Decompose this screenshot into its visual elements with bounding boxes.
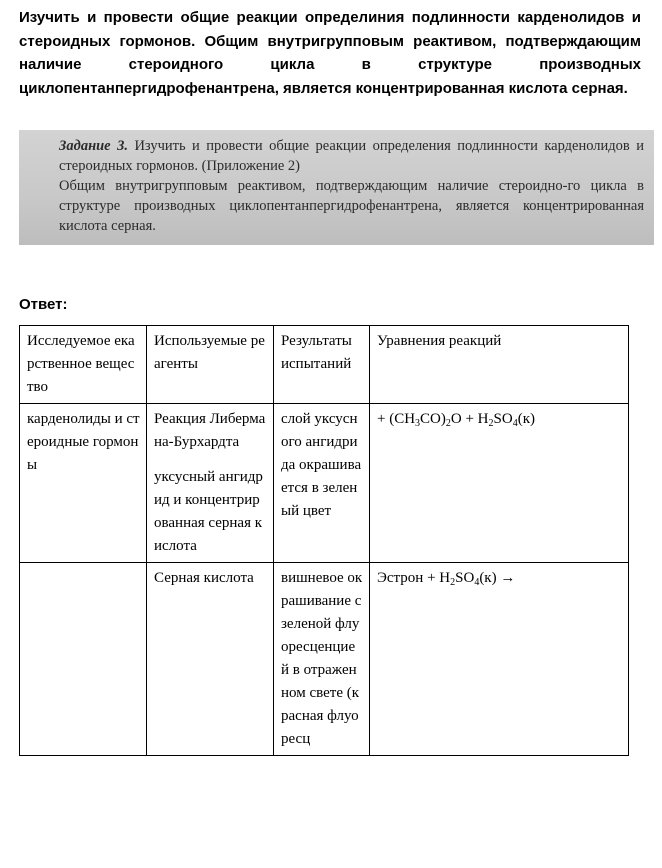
header-results: Результаты испытаний — [274, 326, 370, 404]
photo-line-1 — [59, 136, 644, 176]
photo-task-label: Задание 3. — [59, 138, 128, 154]
answer-table — [19, 325, 629, 756]
header-substance: Исследуемое екарственное вещество — [20, 326, 147, 404]
cell-reagents: Серная кислота — [147, 563, 274, 756]
reagents-text: уксусный ангидрид и концентрированная серная кислота — [154, 469, 263, 554]
table-row — [20, 563, 629, 756]
cell-reagents — [147, 404, 274, 563]
photo-task-text: Изучить и провести общие реакции определения подлинности карденолидов и стероидных гормонов. (Приложение 2) — [59, 138, 645, 174]
answer-label: Ответ: — [19, 296, 68, 313]
cell-equation: + $(CH_3CO)_2O + H_2SO_4(к)$ — [370, 404, 629, 563]
textbook-photo — [19, 130, 654, 245]
table-row — [20, 404, 629, 563]
photo-line-2: Общим внутригрупповым реактивом, подтверждающим наличие стероидно-го цикла в структуре производных циклопентанпергидрофенантрена, является концентрированная кислота серная. — [59, 178, 644, 234]
cell-result: вишневое окрашивание с зеленой флуоресценцией в отраженном свете (красная флуоресц — [274, 563, 370, 756]
header-reagents: Используемые реагенты — [147, 326, 274, 404]
reaction-name: Реакция Либермана-Бурхардта — [154, 411, 266, 450]
header-equations: Уравнения реакций — [370, 326, 629, 404]
intro-paragraph: Изучить и провести общие реакции определиния подлинности карденолидов и стероидных гормонов. Общим внутригрупповым реактивом, подтверждающим наличие стероидного цикла в структуре производных циклопентанпергидрофенантрена, является концентрированная кислота серная. — [19, 9, 641, 97]
cell-result: слой уксусного ангидрида окрашивается в зеленый цвет — [274, 404, 370, 563]
table-header-row — [20, 326, 629, 404]
cell-substance — [20, 563, 147, 756]
cell-substance: карденолиды и стероидные гормоны — [20, 404, 147, 563]
cell-equation: Эстрон + $H_2SO_4(к)$ → — [370, 563, 629, 756]
